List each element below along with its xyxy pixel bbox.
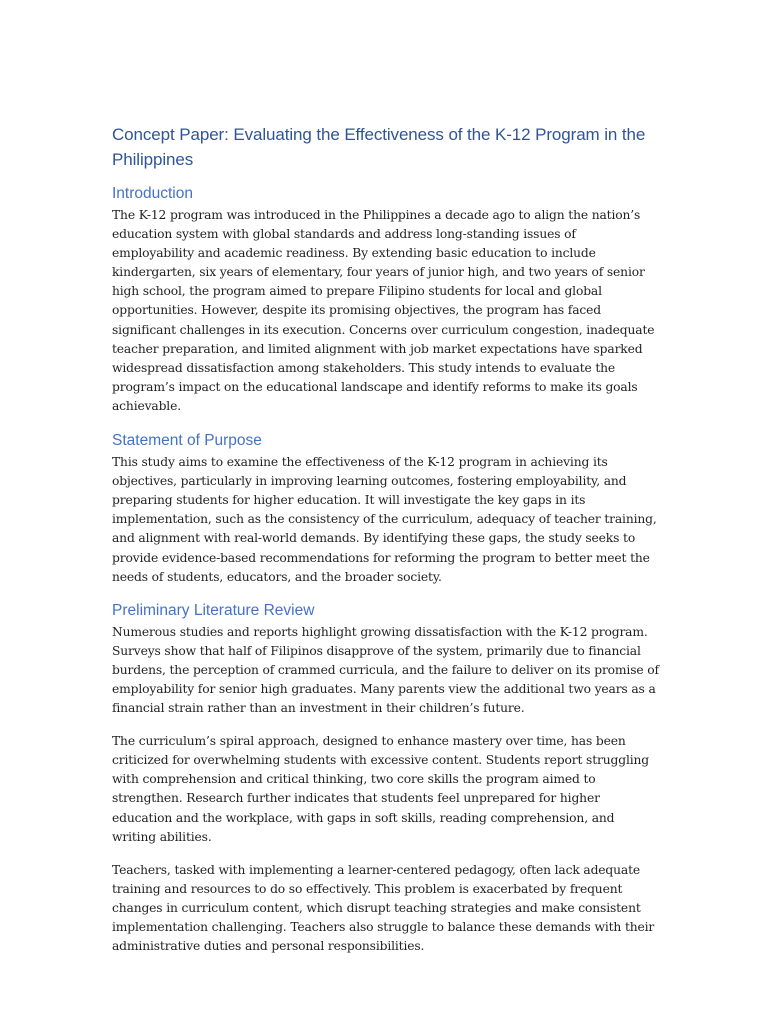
- paragraph: This study aims to examine the effectiveness of the K-12 program in achieving its objectives, particularly in improving learning outcomes, fostering employability, and preparing students for higher education. It will investigate the key gaps in its implementation, such as the consistency of the curriculum, adequacy of teacher training, and alignment with real-world demands. By identifying these gaps, the study seeks to provide evidence-based recommendations for reforming the program to better meet the needs of students, educators, and the broader society.: [112, 455, 657, 584]
- section-heading: Preliminary Literature Review: [112, 601, 315, 619]
- document-body: [112, 122, 660, 970]
- section-statement-of-purpose: [112, 431, 660, 587]
- paragraph: The K-12 program was introduced in the Philippines a decade ago to align the nation’s education system with global standards and address long-standing issues of employability and academic readiness. By extending basic education to include kindergarten, six years of elementary, four years of junior high, and two years of senior high school, the program aimed to prepare Filipino students for local and global opportunities. However, despite its promising objectives, the program has faced significant challenges in its execution. Concerns over curriculum congestion, inadequate teacher preparation, and limited alignment with job market expectations have sparked widespread dissatisfaction among stakeholders. This study intends to evaluate the program’s impact on the educational landscape and identify reforms to make its goals achievable.: [112, 208, 655, 413]
- paragraph: The curriculum’s spiral approach, designed to enhance mastery over time, has been criticized for overwhelming students with excessive content. Students report struggling with comprehension and critical thinking, two core skills the program aimed to strengthen. Research further indicates that students feel unprepared for higher education and the workplace, with gaps in soft skills, reading comprehension, and writing abilities.: [112, 734, 650, 844]
- section-literature-review: [112, 601, 660, 957]
- section-heading: Statement of Purpose: [112, 432, 262, 450]
- paragraph: Teachers, tasked with implementing a learner-centered pedagogy, often lack adequate training and resources to do so effectively. This problem is exacerbated by frequent changes in curriculum content, which disrupt teaching strategies and make consistent implementation challenging. Teachers also struggle to balance these demands with their administrative duties and personal responsibilities.: [112, 862, 655, 954]
- paragraph: Numerous studies and reports highlight growing dissatisfaction with the K-12 program. Surveys show that half of Filipinos disapprove of the system, primarily due to financial burdens, the perception of crammed curricula, and the failure to deliver on its promise of employability for senior high graduates. Many parents view the additional two years as a financial strain rather than an investment in their children’s future.: [112, 624, 659, 716]
- document-title: Concept Paper: Evaluating the Effectiveness of the K-12 Program in the Philippines: [112, 125, 646, 169]
- section-introduction: [112, 184, 660, 416]
- section-heading: Introduction: [112, 185, 193, 202]
